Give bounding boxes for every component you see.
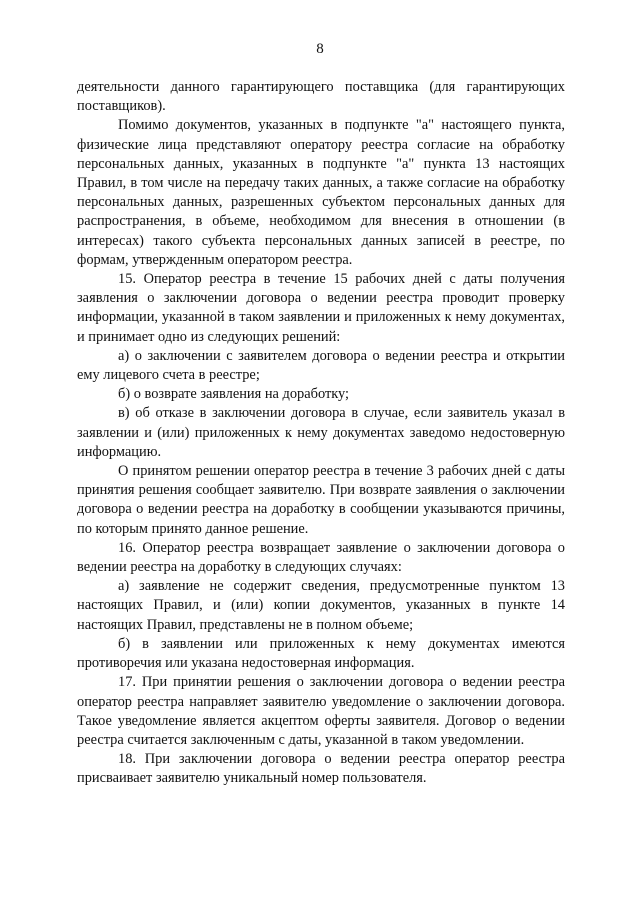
paragraph-clause-16-b: б) в заявлении или приложенных к нему документах имеются противоречия или указана недостоверная информация. (77, 635, 565, 672)
paragraph-clause-15-a: а) о заключении с заявителем договора о ведении реестра и открытии ему лицевого счета в реестре; (77, 347, 565, 384)
paragraph-clause-15: 15. Оператор реестра в течение 15 рабочих дней с даты получения заявления о заключении договора о ведении реестра проводит проверку информации, указанной в таком заявлении и приложенных к нему документах, и принимает одно из следующих решений: (77, 271, 565, 345)
page-number: 8 (316, 41, 324, 57)
document-body (77, 78, 565, 789)
paragraph-clause-18: 18. При заключении договора о ведении реестра оператор реестра присваивает заявителю уникальный номер пользователя. (77, 751, 565, 787)
paragraph-clause-15-b: б) о возврате заявления на доработку; (118, 386, 350, 403)
paragraph-decision-notice: О принятом решении оператор реестра в течение 3 рабочих дней с даты принятия решения сообщает заявителю. При возврате заявления о заключении договора о ведении реестра на доработку в сообщении указываются причины, по которым принято данное решение. (77, 463, 565, 537)
paragraph-consent: Помимо документов, указанных в подпункте "а" настоящего пункта, физические лица представляют оператору реестра согласие на обработку персональных данных, указанных в подпункте "а" пункта 13 настоящих Правил, в том числе на передачу таких данных, а также согласие на обработку персональных данных, разрешенных субъектом персональных данных для распространения, в объеме, необходимом для внесения в отношении (в интересах) такого субъекта персональных данных записей в реестре, по формам, утвержденным оператором реестра. (77, 117, 565, 268)
paragraph-continuation: деятельности данного гарантирующего поставщика (для гарантирующих поставщиков). (77, 79, 565, 115)
paragraph-clause-17: 17. При принятии решения о заключении договора о ведении реестра оператор реестра направляет заявителю уведомление о заключении договора. Такое уведомление является акцептом оферты заявителя. Договор о ведении реестра считается заключенным с даты, указанной в таком уведомлении. (77, 674, 565, 748)
paragraph-clause-16: 16. Оператор реестра возвращает заявление о заключении договора о ведении реестра на доработку в следующих случаях: (77, 539, 565, 576)
paragraph-clause-15-v: в) об отказе в заключении договора в случае, если заявитель указал в заявлении и (или) приложенных к нему документах заведомо недостоверную информацию. (77, 405, 565, 460)
paragraph-clause-16-a: а) заявление не содержит сведения, предусмотренные пунктом 13 настоящих Правил, и (или) копии документов, указанных в пункте 14 настоящих Правил, представлены не в полном объеме; (77, 578, 565, 633)
